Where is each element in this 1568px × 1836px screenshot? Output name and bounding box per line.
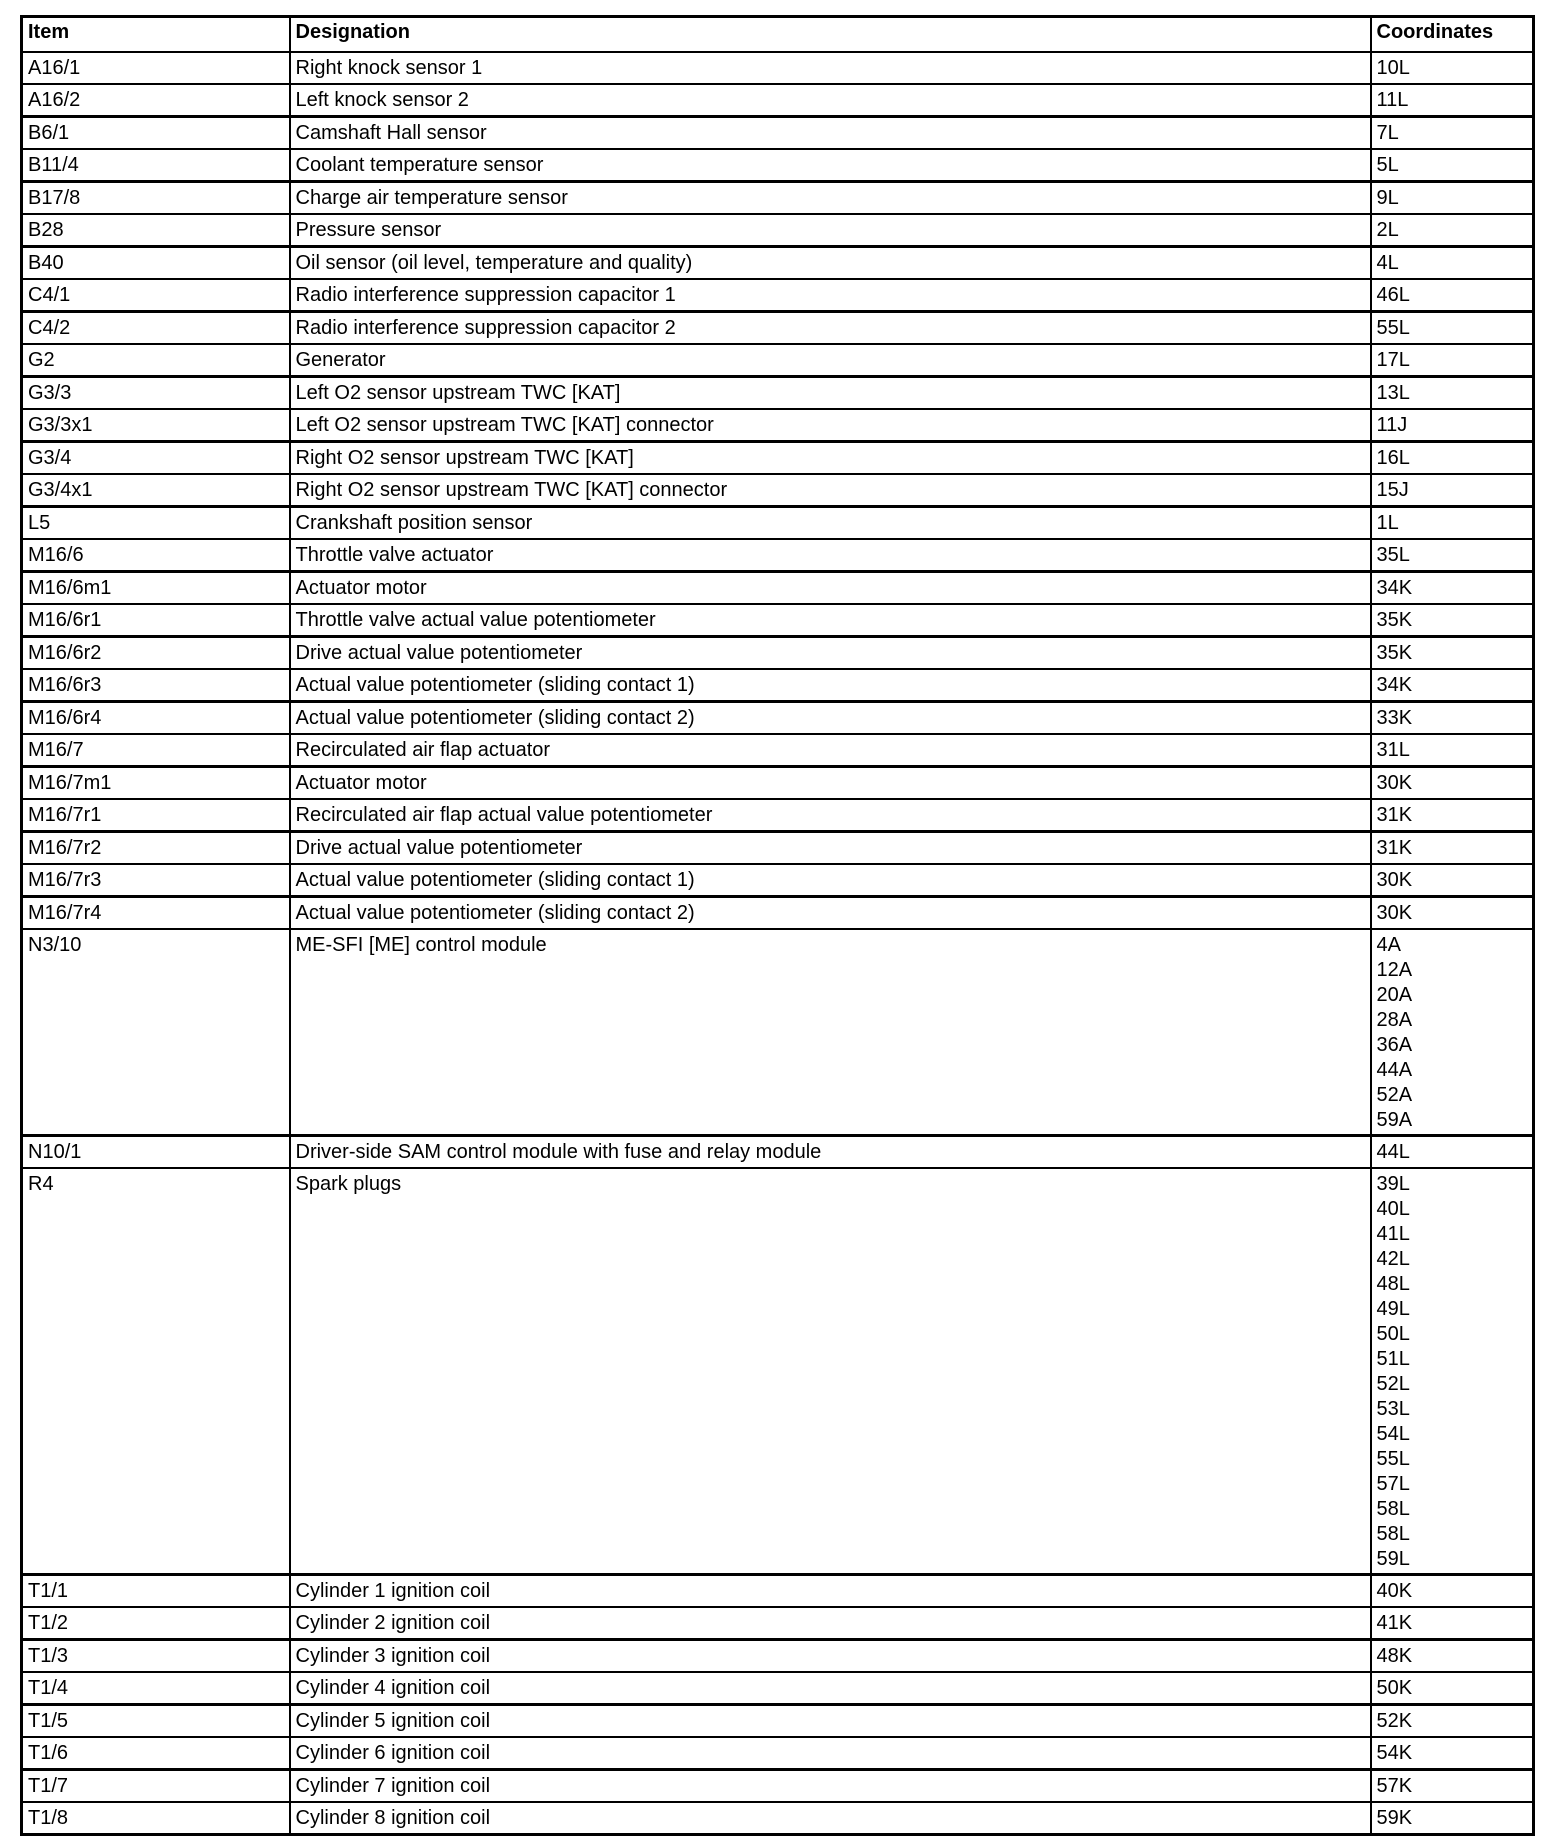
table-row [22,604,1534,637]
coordinate-value: 31K [1376,837,1413,859]
cell-designation: Actuator motor [290,767,1371,800]
table-row [22,929,1534,1136]
coordinate-value: 52A [1376,1084,1413,1106]
column-header-designation: Designation [290,17,1371,53]
cell-coordinates [1371,182,1534,215]
coordinate-value: 16L [1376,447,1410,469]
cell-designation: Cylinder 3 ignition coil [290,1640,1371,1673]
cell-designation: Right knock sensor 1 [290,52,1371,84]
cell-item: N3/10 [22,929,290,1136]
table-row [22,52,1534,84]
cell-designation: Cylinder 1 ignition coil [290,1575,1371,1608]
cell-designation: Cylinder 2 ignition coil [290,1607,1371,1640]
cell-coordinates [1371,52,1534,84]
cell-item: T1/2 [22,1607,290,1640]
cell-item: B40 [22,247,290,280]
cell-coordinates [1371,604,1534,637]
table-row [22,312,1534,345]
cell-designation: Coolant temperature sensor [290,149,1371,182]
table-row [22,1640,1534,1673]
cell-designation: Camshaft Hall sensor [290,117,1371,150]
cell-coordinates [1371,1672,1534,1705]
coordinate-value: 33K [1376,707,1413,729]
cell-designation: Cylinder 8 ignition coil [290,1802,1371,1835]
cell-item: M16/6r2 [22,637,290,670]
cell-item: A16/1 [22,52,290,84]
table-row [22,1802,1534,1835]
cell-item: B28 [22,214,290,247]
cell-designation: Actuator motor [290,572,1371,605]
cell-designation: Throttle valve actuator [290,539,1371,572]
coordinate-value: 7L [1376,122,1399,144]
coordinate-value: 54L [1376,1423,1410,1445]
coordinate-value: 1L [1376,512,1399,534]
cell-designation: Cylinder 7 ignition coil [290,1770,1371,1803]
coordinate-value: 35K [1376,609,1413,631]
cell-item: M16/7r4 [22,897,290,930]
cell-coordinates [1371,409,1534,442]
cell-item: M16/7m1 [22,767,290,800]
table-row [22,832,1534,865]
column-header-coordinates: Coordinates [1371,17,1534,53]
cell-designation: Recirculated air flap actual value potentiometer [290,799,1371,832]
coordinate-value: 11J [1376,414,1408,436]
cell-item: M16/6m1 [22,572,290,605]
cell-designation: Radio interference suppression capacitor 2 [290,312,1371,345]
cell-coordinates [1371,214,1534,247]
cell-designation: Actual value potentiometer (sliding contact 1) [290,669,1371,702]
coordinate-value: 41L [1376,1223,1410,1245]
cell-item: M16/7r3 [22,864,290,897]
cell-coordinates [1371,117,1534,150]
cell-coordinates [1371,344,1534,377]
cell-coordinates [1371,1575,1534,1608]
cell-designation: Cylinder 5 ignition coil [290,1705,1371,1738]
cell-coordinates [1371,1737,1534,1770]
table-row [22,539,1534,572]
cell-designation: Throttle valve actual value potentiometer [290,604,1371,637]
cell-designation: Driver-side SAM control module with fuse and relay module [290,1136,1371,1169]
cell-designation: Right O2 sensor upstream TWC [KAT] connector [290,474,1371,507]
cell-designation: Generator [290,344,1371,377]
table-row [22,767,1534,800]
cell-designation: Left O2 sensor upstream TWC [KAT] connector [290,409,1371,442]
cell-item: C4/2 [22,312,290,345]
cell-coordinates [1371,377,1534,410]
cell-coordinates [1371,312,1534,345]
coordinate-value: 44A [1376,1059,1413,1081]
coordinate-value: 39L [1376,1173,1410,1195]
cell-coordinates [1371,1802,1534,1835]
coordinate-value: 10L [1376,57,1410,79]
table-row [22,247,1534,280]
table-row [22,1770,1534,1803]
cell-designation: Actual value potentiometer (sliding contact 2) [290,897,1371,930]
cell-coordinates [1371,1168,1534,1575]
table-row [22,344,1534,377]
cell-designation: Left O2 sensor upstream TWC [KAT] [290,377,1371,410]
table-row [22,377,1534,410]
coordinate-value: 42L [1376,1248,1410,1270]
coordinate-value: 46L [1376,284,1410,306]
cell-item: T1/1 [22,1575,290,1608]
table-row [22,409,1534,442]
cell-coordinates [1371,84,1534,117]
cell-item: N10/1 [22,1136,290,1169]
cell-item: T1/3 [22,1640,290,1673]
cell-coordinates [1371,507,1534,540]
cell-item: M16/6r1 [22,604,290,637]
coordinate-value: 49L [1376,1298,1410,1320]
cell-item: C4/1 [22,279,290,312]
table-row [22,799,1534,832]
table-row [22,1168,1534,1575]
cell-coordinates [1371,832,1534,865]
coordinate-value: 34K [1376,674,1413,696]
table-row [22,897,1534,930]
coordinate-value: 36A [1376,1034,1413,1056]
coordinate-value: 13L [1376,382,1410,404]
table-row [22,1705,1534,1738]
cell-item: T1/7 [22,1770,290,1803]
cell-designation: Pressure sensor [290,214,1371,247]
cell-coordinates [1371,1136,1534,1169]
cell-coordinates [1371,442,1534,475]
coordinate-value: 52K [1376,1710,1413,1732]
cell-designation: ME-SFI [ME] control module [290,929,1371,1136]
coordinate-value: 31L [1376,739,1410,761]
coordinate-value: 4A [1376,934,1401,956]
coordinate-value: 54K [1376,1742,1413,1764]
coordinate-value: 55L [1376,1448,1410,1470]
table-row [22,442,1534,475]
cell-designation: Drive actual value potentiometer [290,832,1371,865]
cell-designation: Cylinder 6 ignition coil [290,1737,1371,1770]
table-row [22,149,1534,182]
coordinate-value: 12A [1376,959,1413,981]
cell-coordinates [1371,279,1534,312]
coordinate-value: 50L [1376,1323,1410,1345]
cell-designation: Recirculated air flap actuator [290,734,1371,767]
table-row [22,702,1534,735]
cell-item: T1/4 [22,1672,290,1705]
cell-item: B17/8 [22,182,290,215]
coordinate-value: 5L [1376,154,1399,176]
cell-designation: Actual value potentiometer (sliding contact 1) [290,864,1371,897]
cell-item: M16/7 [22,734,290,767]
cell-coordinates [1371,767,1534,800]
coordinate-value: 58L [1376,1498,1410,1520]
coordinate-value: 44L [1376,1141,1410,1163]
cell-item: T1/6 [22,1737,290,1770]
coordinate-value: 17L [1376,349,1410,371]
cell-item: G3/3 [22,377,290,410]
cell-coordinates [1371,702,1534,735]
coordinate-value: 59K [1376,1807,1413,1829]
cell-item: M16/7r1 [22,799,290,832]
coordinate-value: 2L [1376,219,1399,241]
cell-item: T1/8 [22,1802,290,1835]
table-row [22,1672,1534,1705]
table-row [22,214,1534,247]
coordinate-value: 28A [1376,1009,1413,1031]
cell-coordinates [1371,1705,1534,1738]
coordinate-value: 34K [1376,577,1413,599]
cell-designation: Drive actual value potentiometer [290,637,1371,670]
cell-coordinates [1371,539,1534,572]
coordinate-value: 59A [1376,1109,1413,1131]
table-row [22,182,1534,215]
cell-coordinates [1371,1770,1534,1803]
coordinate-value: 9L [1376,187,1399,209]
cell-item: M16/6 [22,539,290,572]
coordinate-value: 11L [1376,89,1409,111]
table-row [22,734,1534,767]
coordinate-value: 52L [1376,1373,1410,1395]
coordinate-value: 30K [1376,902,1413,924]
coordinate-value: 50K [1376,1677,1413,1699]
table-row [22,474,1534,507]
table-row [22,507,1534,540]
coordinate-value: 4L [1376,252,1399,274]
coordinate-value: 40L [1376,1198,1410,1220]
cell-designation: Actual value potentiometer (sliding contact 2) [290,702,1371,735]
cell-coordinates [1371,734,1534,767]
coordinate-value: 57K [1376,1775,1413,1797]
table-row [22,1737,1534,1770]
coordinate-value: 57L [1376,1473,1410,1495]
cell-item: L5 [22,507,290,540]
coordinate-value: 35K [1376,642,1413,664]
cell-coordinates [1371,247,1534,280]
table-row [22,117,1534,150]
coordinate-value: 20A [1376,984,1413,1006]
cell-designation: Spark plugs [290,1168,1371,1575]
table-header-row [22,17,1534,53]
cell-coordinates [1371,149,1534,182]
coordinate-value: 48L [1376,1273,1410,1295]
cell-item: G2 [22,344,290,377]
cell-coordinates [1371,669,1534,702]
table-row [22,1575,1534,1608]
cell-item: M16/6r4 [22,702,290,735]
cell-item: B6/1 [22,117,290,150]
cell-item: G3/3x1 [22,409,290,442]
cell-item: M16/7r2 [22,832,290,865]
cell-item: M16/6r3 [22,669,290,702]
coordinate-value: 30K [1376,772,1413,794]
cell-coordinates [1371,897,1534,930]
table-row [22,84,1534,117]
table-row [22,669,1534,702]
table-row [22,864,1534,897]
cell-coordinates [1371,1607,1534,1640]
coordinate-value: 58L [1376,1523,1410,1545]
coordinate-value: 15J [1376,479,1409,501]
cell-coordinates [1371,1640,1534,1673]
cell-designation: Right O2 sensor upstream TWC [KAT] [290,442,1371,475]
cell-item: R4 [22,1168,290,1575]
coordinate-value: 53L [1376,1398,1410,1420]
cell-designation: Radio interference suppression capacitor 1 [290,279,1371,312]
cell-designation: Cylinder 4 ignition coil [290,1672,1371,1705]
cell-coordinates [1371,799,1534,832]
cell-coordinates [1371,572,1534,605]
cell-designation: Charge air temperature sensor [290,182,1371,215]
coordinate-value: 35L [1376,544,1410,566]
coordinate-value: 30K [1376,869,1413,891]
cell-coordinates [1371,864,1534,897]
cell-designation: Oil sensor (oil level, temperature and quality) [290,247,1371,280]
table-row [22,1136,1534,1169]
cell-designation: Left knock sensor 2 [290,84,1371,117]
cell-item: G3/4x1 [22,474,290,507]
cell-item: G3/4 [22,442,290,475]
table-body [22,52,1534,1835]
cell-item: T1/5 [22,1705,290,1738]
table-row [22,279,1534,312]
cell-coordinates [1371,474,1534,507]
coordinate-value: 55L [1376,317,1410,339]
cell-coordinates [1371,929,1534,1136]
coordinate-value: 48K [1376,1645,1413,1667]
coordinate-value: 51L [1376,1348,1410,1370]
coordinate-value: 40K [1376,1580,1413,1602]
coordinate-value: 31K [1376,804,1413,826]
coordinate-value: 59L [1376,1548,1410,1570]
cell-item: A16/2 [22,84,290,117]
table-row [22,637,1534,670]
coordinate-value: 41K [1376,1612,1413,1634]
table-row [22,1607,1534,1640]
component-legend-table [20,15,1535,1836]
cell-designation: Crankshaft position sensor [290,507,1371,540]
cell-item: B11/4 [22,149,290,182]
cell-coordinates [1371,637,1534,670]
table-row [22,572,1534,605]
column-header-item: Item [22,17,290,53]
